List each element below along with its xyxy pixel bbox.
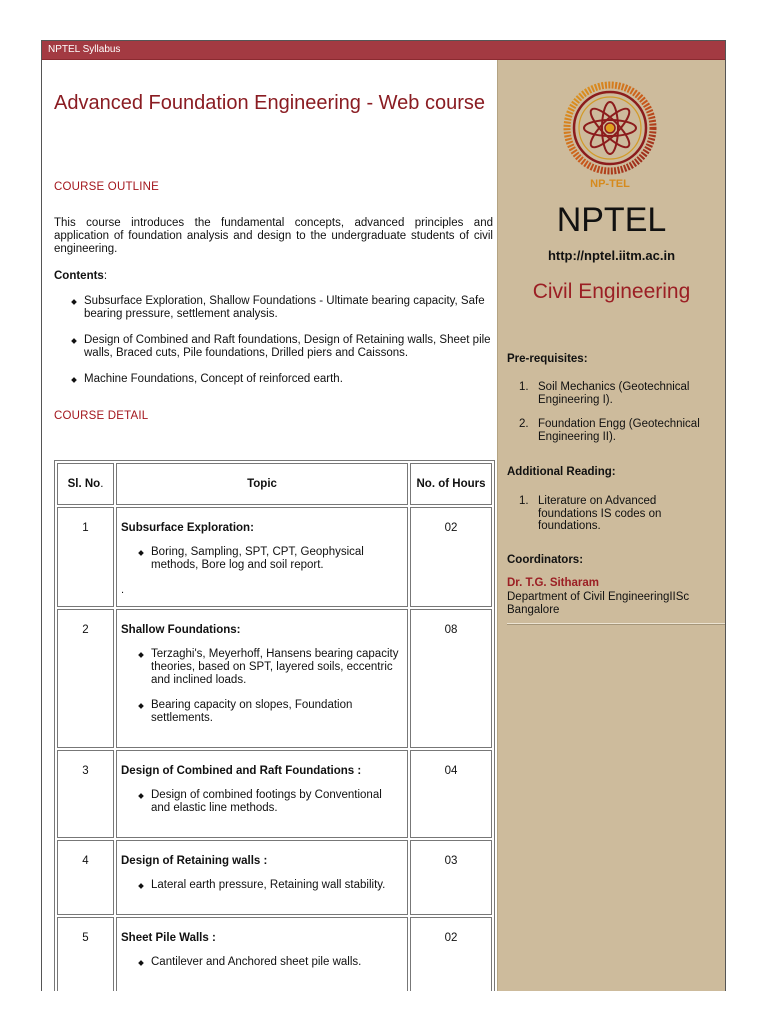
row-hours: 04 — [410, 750, 492, 838]
col-header-hours: No. of Hours — [410, 463, 492, 505]
table-row — [57, 840, 492, 915]
row-no: 1 — [57, 507, 114, 607]
list-item: 1. Literature on Advanced foundations IS codes on foundations. — [519, 495, 662, 532]
topic-title: Subsurface Exploration: — [121, 522, 254, 534]
list-item: 1. Soil Mechanics (Geotechnical Engineering I). — [519, 381, 690, 406]
course-outline-heading: COURSE OUTLINE — [54, 181, 160, 193]
course-detail-table — [54, 460, 495, 991]
row-hours: 02 — [410, 507, 492, 607]
table-row — [57, 750, 492, 838]
site-url-link[interactable]: http://nptel.iitm.ac.in — [547, 248, 676, 263]
list-item: Design of Combined and Raft foundations, Design of Retaining walls, Sheet pile walls, Braced cuts, Pile foundations, Drilled piers and Caissons. — [54, 334, 494, 360]
topic-items — [121, 648, 403, 725]
header-label: NPTEL Syllabus — [48, 44, 121, 55]
table-row — [57, 917, 492, 991]
discipline-title: Civil Engineering — [532, 280, 691, 303]
coordinators-heading: Coordinators: — [507, 554, 584, 566]
prereq-heading: Pre-requisites: — [507, 353, 588, 365]
row-hours: 08 — [410, 609, 492, 748]
topic-items — [121, 956, 403, 969]
topic-item: Bearing capacity on slopes, Foundation settlements. — [121, 699, 403, 725]
reading-heading: Additional Reading: — [507, 466, 616, 478]
topic-items — [121, 879, 403, 892]
list-item: Subsurface Exploration, Shallow Foundations - Ultimate bearing capacity, Safe bearing pressure, settlement analysis. — [54, 295, 494, 321]
col-header-no: Sl. No. — [57, 463, 114, 505]
prereq-list — [507, 381, 717, 455]
course-title: Advanced Foundation Engineering - Web course — [54, 92, 486, 114]
row-trailing-dot: . — [121, 584, 125, 596]
reading-list — [507, 495, 717, 545]
table-header-row — [57, 463, 492, 505]
list-item: 2. Foundation Engg (Geotechnical Engineering II). — [519, 418, 700, 443]
main-column — [42, 60, 497, 991]
col-header-topic: Topic — [116, 463, 408, 505]
row-no: 4 — [57, 840, 114, 915]
sidebar — [497, 60, 725, 991]
topic-item: Design of combined footings by Conventional and elastic line methods. — [121, 789, 403, 815]
contents-list — [54, 295, 494, 399]
topic-items — [121, 546, 403, 572]
topic-item: Lateral earth pressure, Retaining wall stability. — [121, 879, 403, 892]
row-no: 3 — [57, 750, 114, 838]
row-hours: 03 — [410, 840, 492, 915]
contents-label: Contents: — [54, 270, 108, 282]
topic-item: Boring, Sampling, SPT, CPT, Geophysical methods, Bore log and soil report. — [121, 546, 403, 572]
topic-title: Shallow Foundations: — [121, 624, 241, 636]
topic-item: Terzaghi's, Meyerhoff, Hansens bearing capacity theories, based on SPT, layered soils, eccentric and inclined loads. — [121, 648, 403, 687]
topic-title: Sheet Pile Walls : — [121, 932, 216, 944]
site-name: NPTEL — [556, 201, 667, 239]
topic-items — [121, 789, 403, 815]
row-no: 2 — [57, 609, 114, 748]
topic-title: Design of Retaining walls : — [121, 855, 268, 867]
page-frame — [41, 40, 726, 991]
coordinator-dept: Department of Civil EngineeringIISc Bangalore — [507, 591, 690, 616]
list-item: Machine Foundations, Concept of reinforced earth. — [54, 373, 494, 386]
row-topic — [116, 840, 408, 915]
row-topic — [116, 507, 408, 607]
row-topic — [116, 917, 408, 991]
svg-text:NP-TEL: NP-TEL — [590, 178, 630, 190]
table-row — [57, 507, 492, 607]
sidebar-divider — [507, 623, 725, 625]
row-no: 5 — [57, 917, 114, 991]
row-hours: 02 — [410, 917, 492, 991]
course-intro: This course introduces the fundamental concepts, advanced principles and application of foundation analysis and design to the undergraduate students of civil engineering. — [54, 217, 493, 255]
course-detail-heading: COURSE DETAIL — [54, 410, 149, 422]
coordinator-name: Dr. T.G. Sitharam — [507, 577, 600, 589]
nptel-logo — [560, 80, 660, 192]
topic-title: Design of Combined and Raft Foundations : — [121, 765, 362, 777]
row-topic — [116, 750, 408, 838]
table-row — [57, 609, 492, 748]
topic-item: Cantilever and Anchored sheet pile walls. — [121, 956, 403, 969]
row-topic — [116, 609, 408, 748]
header-bar — [42, 41, 725, 60]
